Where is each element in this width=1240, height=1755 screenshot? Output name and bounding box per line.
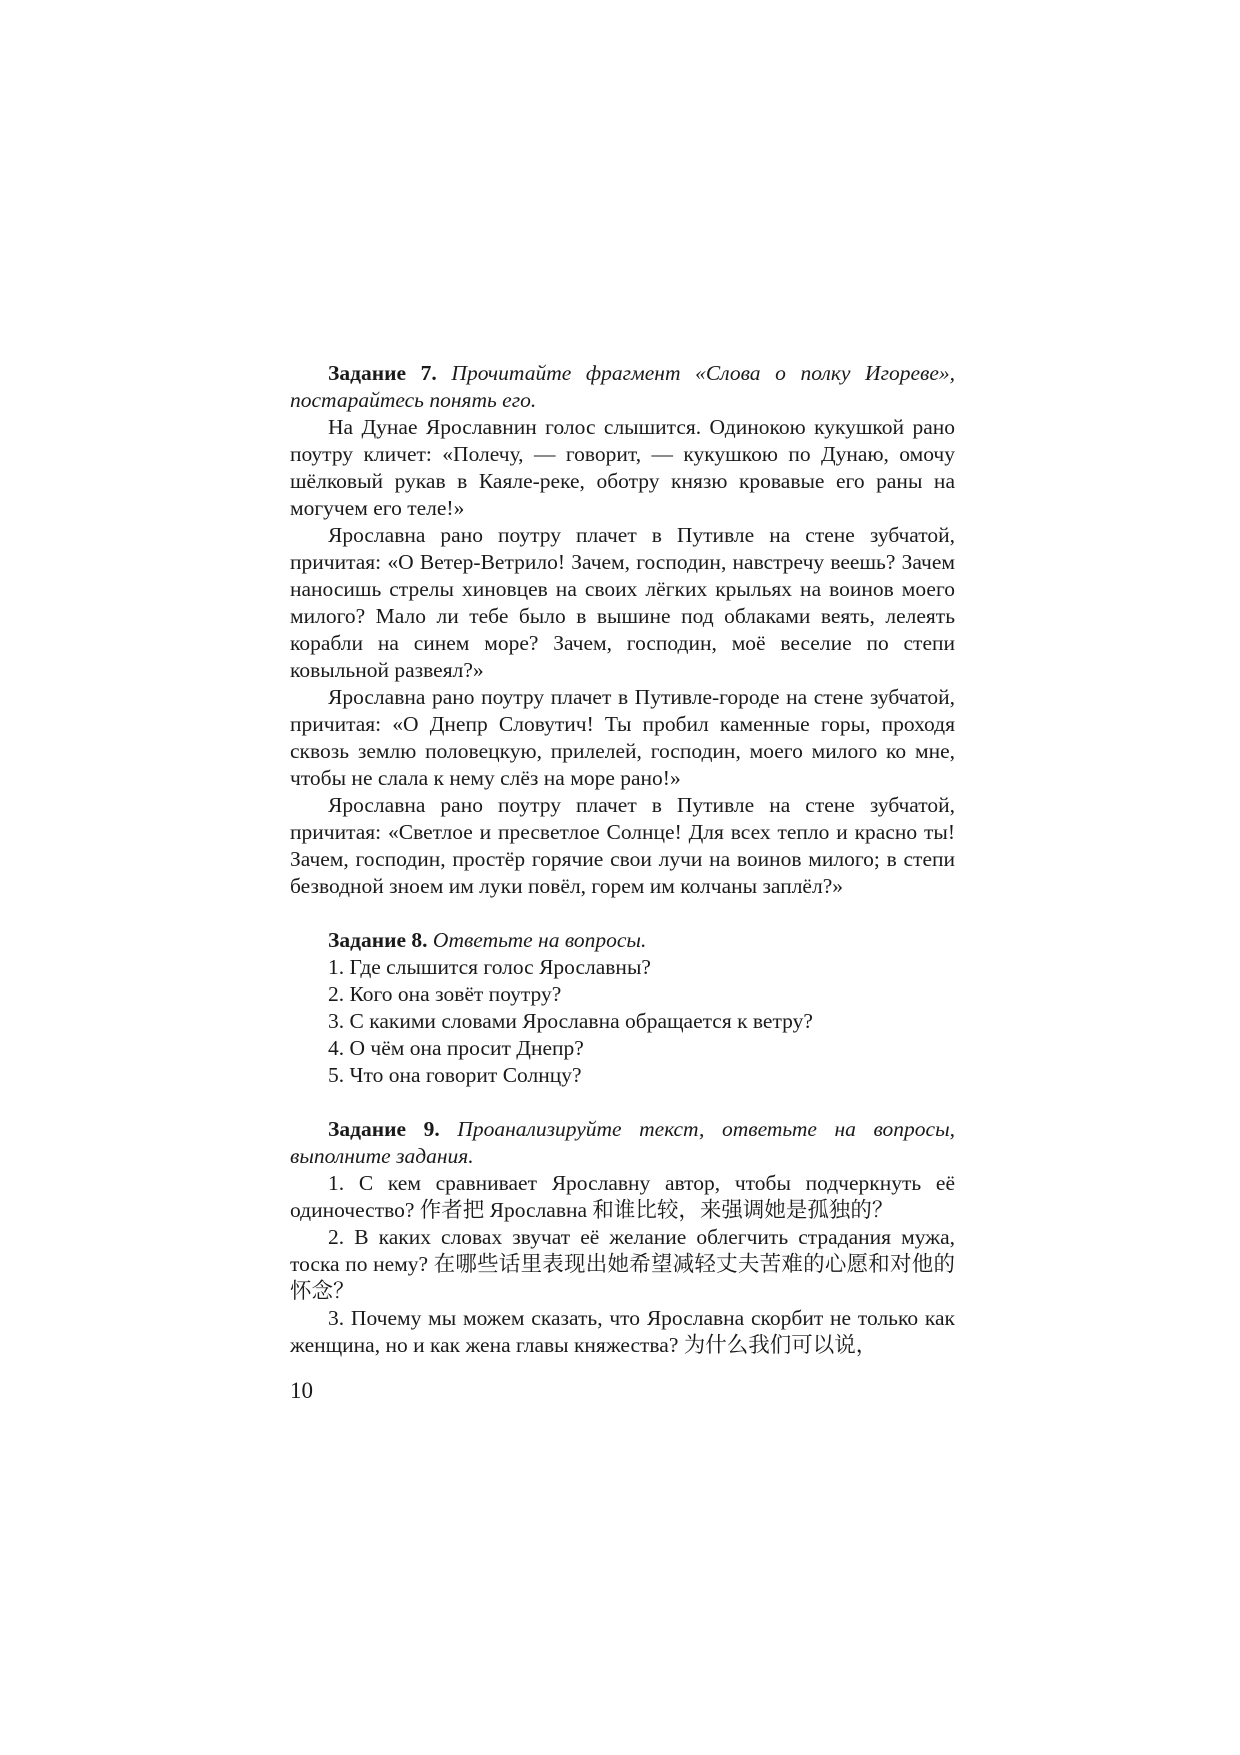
task-7-paragraph-3: Ярославна рано поутру плачет в Путивле-городе на стене зубчатой, причитая: «О Днепр Словутич! Ты пробил каменные горы, проходя сквозь землю половецкую, прилелей, господин, моего милого ко мне, чтобы не слала к нему слёз на море рано!» bbox=[290, 685, 955, 790]
task-9-item-3: 3. Почему мы можем сказать, что Ярославна скорбит не только как женщина, но и как жена главы княжества? 为什么我们可以说， bbox=[290, 1306, 955, 1357]
task-8-heading bbox=[290, 927, 955, 954]
task-7-instruction: Прочитайте фрагмент «Слова о полку Игореве», постарайтесь понять его. bbox=[290, 361, 956, 412]
task-8-question-1: 1. Где слышится голос Ярославны? bbox=[328, 955, 651, 979]
task-9-heading bbox=[290, 1116, 955, 1170]
section-gap bbox=[290, 900, 955, 927]
task-9-item-2: 2. В каких словах звучат её желание облегчить страдания мужа, тоска по нему? 在哪些话里表现出她希望减轻丈夫苦难的心愿和对他的怀念？ bbox=[290, 1225, 955, 1303]
page-number: 10 bbox=[290, 1378, 313, 1403]
task-7-label: Задание 7. bbox=[328, 361, 437, 385]
task-7-paragraph-2: Ярославна рано поутру плачет в Путивле на стене зубчатой, причитая: «О Ветер-Ветрило! Зачем, господин, навстречу веешь? Зачем наносишь стрелы хиновцев на своих лёгких крыльях на воинов моего милого? Мало ли тебе было в вышине под облаками веять, лелеять корабли на синем море? Зачем, господин, моё веселие по степи ковыльной развеял?» bbox=[290, 523, 955, 682]
task-8-label: Задание 8. bbox=[328, 928, 428, 952]
task-8-question-5: 5. Что она говорит Солнцу? bbox=[328, 1063, 582, 1087]
task-7-heading bbox=[290, 360, 955, 414]
task-9-label: Задание 9. bbox=[328, 1117, 440, 1141]
task-8-question-3: 3. С какими словами Ярославна обращается к ветру? bbox=[328, 1009, 813, 1033]
task-9-item-1: 1. С кем сравнивает Ярославну автор, чтобы подчеркнуть её одиночество? 作者把 Ярославна 和谁比较，来强调她是孤独的？ bbox=[290, 1171, 955, 1222]
task-7-paragraph-1: На Дунае Ярославнин голос слышится. Одинокою кукушкой рано поутру кличет: «Полечу, — говорит, — кукушкою по Дунаю, омочу шёлковый рукав в Каяле-реке, оботру князю кровавые его раны на могучем его теле!» bbox=[290, 415, 955, 520]
task-8-instruction: Ответьте на вопросы. bbox=[432, 928, 647, 952]
task-8-question-2: 2. Кого она зовёт поутру? bbox=[328, 982, 562, 1006]
page-content bbox=[290, 360, 955, 1359]
section-gap bbox=[290, 1089, 955, 1116]
task-9-instruction: Проанализируйте текст, ответьте на вопросы, выполните задания. bbox=[290, 1117, 956, 1168]
task-7-paragraph-4: Ярославна рано поутру плачет в Путивле на стене зубчатой, причитая: «Светлое и пресветлое Солнце! Для всех тепло и красно ты! Зачем, господин, простёр горячие свои лучи на воинов милого; в степи безводной зноем им луки повёл, горем им колчаны заплёл?» bbox=[290, 793, 955, 898]
task-8-question-4: 4. О чём она просит Днепр? bbox=[328, 1036, 584, 1060]
